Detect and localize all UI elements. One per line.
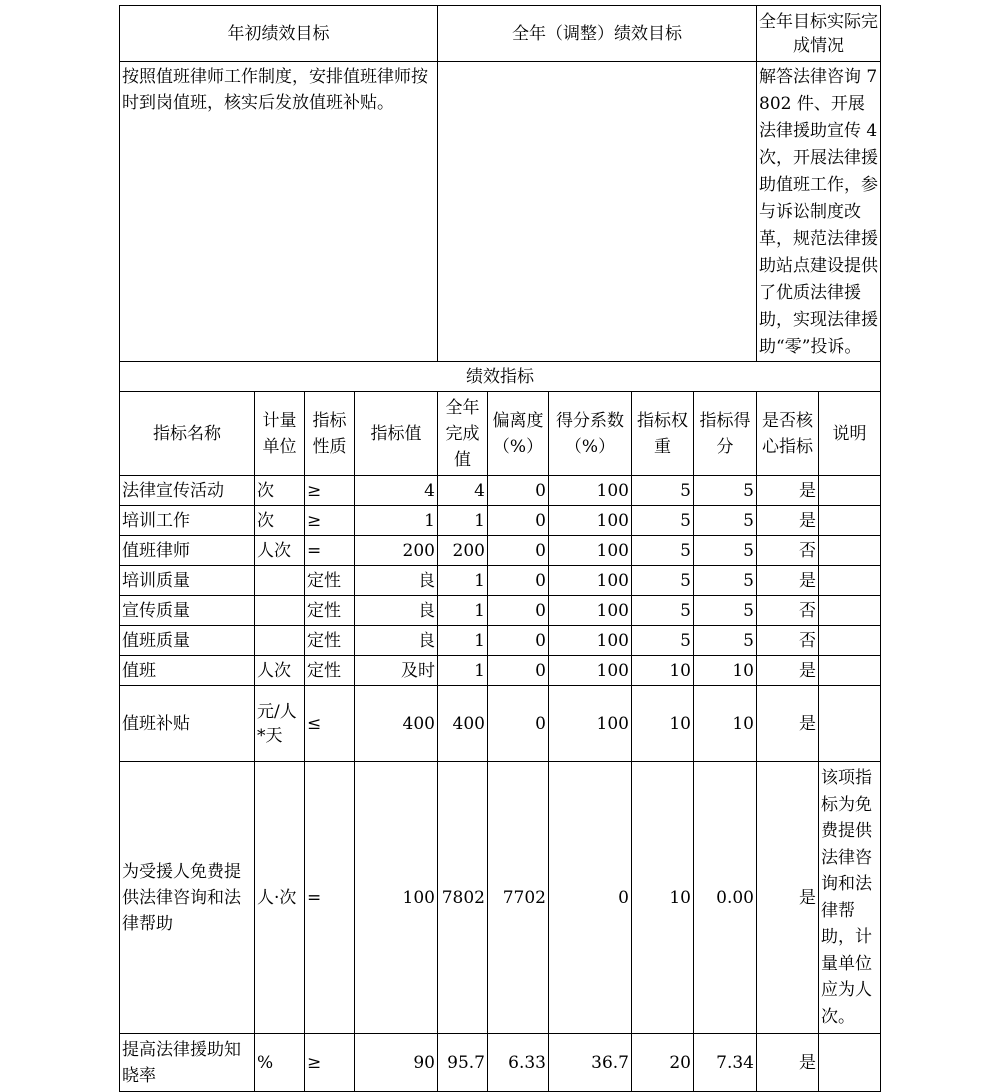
goal-content-row [120,62,881,362]
cell-weight: 10 [632,762,694,1034]
cell-completed: 1 [438,506,488,536]
cell-nature: = [305,536,355,566]
table-row [120,596,881,626]
cell-coefficient: 100 [549,686,632,762]
cell-nature: ≥ [305,476,355,506]
col-header-coefficient: 得分系数（%） [549,392,632,476]
cell-target: 100 [355,762,438,1034]
cell-note [819,596,881,626]
cell-coefficient: 36.7 [549,1034,632,1092]
cell-nature: 定性 [305,596,355,626]
cell-weight: 10 [632,686,694,762]
col-header-weight: 指标权重 [632,392,694,476]
table-row [120,566,881,596]
cell-completed: 95.7 [438,1034,488,1092]
table-row [120,762,881,1034]
cell-deviation: 0 [488,686,549,762]
cell-name: 值班律师 [120,536,255,566]
cell-deviation: 0 [488,596,549,626]
cell-core: 是 [757,1034,819,1092]
cell-unit: 次 [255,476,305,506]
cell-score: 0.00 [694,762,757,1034]
cell-coefficient: 100 [549,656,632,686]
cell-core: 否 [757,536,819,566]
cell-coefficient: 100 [549,536,632,566]
table-row [120,506,881,536]
cell-name: 为受援人免费提供法律咨询和法律帮助 [120,762,255,1034]
cell-nature: ≤ [305,686,355,762]
cell-deviation: 0 [488,566,549,596]
cell-score: 5 [694,626,757,656]
cell-coefficient: 100 [549,476,632,506]
cell-weight: 5 [632,596,694,626]
cell-nature: ≥ [305,506,355,536]
adjusted-goal-text [438,62,757,362]
cell-name: 提高法律援助知晓率 [120,1034,255,1092]
cell-name: 宣传质量 [120,596,255,626]
cell-coefficient: 100 [549,626,632,656]
cell-completed: 1 [438,596,488,626]
cell-completed: 1 [438,656,488,686]
cell-weight: 5 [632,476,694,506]
col-header-nature: 指标性质 [305,392,355,476]
goal-header-row [120,6,881,62]
cell-core: 是 [757,506,819,536]
cell-target: 及时 [355,656,438,686]
col-header-completed: 全年完成值 [438,392,488,476]
cell-score: 7.34 [694,1034,757,1092]
cell-name: 值班补贴 [120,686,255,762]
col-header-name: 指标名称 [120,392,255,476]
cell-core: 是 [757,566,819,596]
cell-weight: 5 [632,506,694,536]
table-row [120,1034,881,1092]
cell-unit [255,626,305,656]
cell-target: 1 [355,506,438,536]
cell-core: 是 [757,476,819,506]
cell-coefficient: 100 [549,566,632,596]
col-header-core: 是否核心指标 [757,392,819,476]
cell-name: 培训质量 [120,566,255,596]
table-row [120,626,881,656]
cell-target: 90 [355,1034,438,1092]
table-row [120,536,881,566]
cell-note [819,1034,881,1092]
cell-name: 法律宣传活动 [120,476,255,506]
cell-note [819,476,881,506]
cell-deviation: 0 [488,536,549,566]
cell-score: 5 [694,506,757,536]
cell-completed: 7802 [438,762,488,1034]
col-header-target: 指标值 [355,392,438,476]
indicator-header-row [120,392,881,476]
cell-completed: 400 [438,686,488,762]
cell-score: 10 [694,656,757,686]
cell-score: 10 [694,686,757,762]
cell-unit: 人次 [255,536,305,566]
cell-coefficient: 100 [549,506,632,536]
cell-note [819,626,881,656]
cell-weight: 5 [632,626,694,656]
cell-core: 否 [757,626,819,656]
cell-completed: 1 [438,626,488,656]
col-header-deviation: 偏离度（%） [488,392,549,476]
cell-deviation: 0 [488,656,549,686]
cell-weight: 20 [632,1034,694,1092]
col-header-note: 说明 [819,392,881,476]
cell-note [819,566,881,596]
cell-unit [255,596,305,626]
cell-target: 4 [355,476,438,506]
cell-target: 良 [355,626,438,656]
cell-core: 是 [757,686,819,762]
cell-weight: 5 [632,566,694,596]
cell-unit: 人·次 [255,762,305,1034]
actual-completion-text: 解答法律咨询 7802 件、开展法律援助宣传 4 次，开展法律援助值班工作，参与诉讼制度改革，规范法律援助站点建设提供了优质法律援助，实现法律援助“零”投诉。 [757,62,881,362]
cell-target: 200 [355,536,438,566]
cell-score: 5 [694,476,757,506]
cell-name: 值班质量 [120,626,255,656]
cell-unit: 次 [255,506,305,536]
header-initial-goal: 年初绩效目标 [120,6,438,62]
cell-deviation: 0 [488,476,549,506]
cell-core: 是 [757,762,819,1034]
initial-goal-text: 按照值班律师工作制度，安排值班律师按时到岗值班，核实后发放值班补贴。 [120,62,438,362]
cell-nature: 定性 [305,656,355,686]
table-row [120,686,881,762]
cell-unit: 人次 [255,656,305,686]
cell-note [819,686,881,762]
cell-deviation: 7702 [488,762,549,1034]
cell-target: 400 [355,686,438,762]
cell-nature: 定性 [305,566,355,596]
cell-nature: = [305,762,355,1034]
cell-core: 是 [757,656,819,686]
col-header-unit: 计量单位 [255,392,305,476]
cell-completed: 200 [438,536,488,566]
cell-score: 5 [694,596,757,626]
cell-completed: 1 [438,566,488,596]
cell-note [819,506,881,536]
cell-note [819,656,881,686]
header-actual-completion: 全年目标实际完成情况 [757,6,881,62]
cell-nature: 定性 [305,626,355,656]
table-row [120,656,881,686]
cell-weight: 10 [632,656,694,686]
cell-unit: 元/人*天 [255,686,305,762]
table-row [120,476,881,506]
performance-table [119,5,881,1092]
col-header-score: 指标得分 [694,392,757,476]
cell-completed: 4 [438,476,488,506]
cell-nature: ≥ [305,1034,355,1092]
cell-target: 良 [355,596,438,626]
cell-deviation: 0 [488,626,549,656]
section-title: 绩效指标 [120,362,881,392]
cell-coefficient: 100 [549,596,632,626]
section-title-row [120,362,881,392]
cell-target: 良 [355,566,438,596]
cell-note: 该项指标为免费提供法律咨询和法律帮助，计量单位应为人次。 [819,762,881,1034]
cell-deviation: 0 [488,506,549,536]
cell-score: 5 [694,536,757,566]
cell-name: 值班 [120,656,255,686]
cell-score: 5 [694,566,757,596]
cell-coefficient: 0 [549,762,632,1034]
cell-name: 培训工作 [120,506,255,536]
cell-deviation: 6.33 [488,1034,549,1092]
header-adjusted-goal: 全年（调整）绩效目标 [438,6,757,62]
cell-unit [255,566,305,596]
cell-unit: % [255,1034,305,1092]
cell-core: 否 [757,596,819,626]
cell-note [819,536,881,566]
cell-weight: 5 [632,536,694,566]
